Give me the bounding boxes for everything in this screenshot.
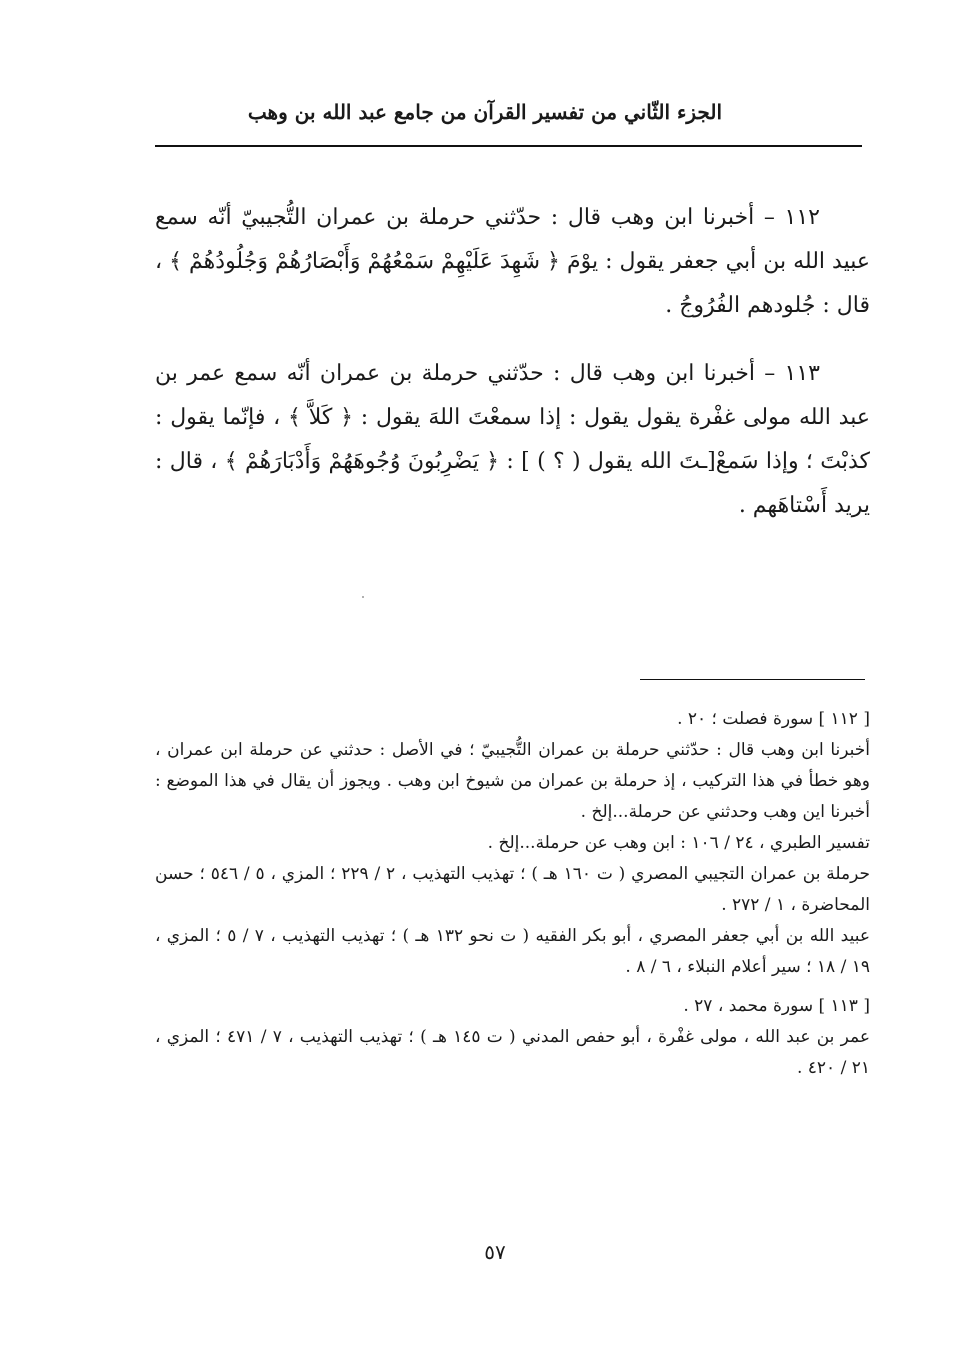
- footnote-line: أخبرنا ابن وهب قال : حدّثني حرملة بن عمران التُّجيبيّ ؛ في الأصل : حدثني عن حرملة ابن عمران ، وهو خطأ في هذا التركيب ، إذ حرملة بن عمران من شيوخ ابن وهب . ويجوز أن يقال في هذا الموضع : أخبرنا اين وهب وحدثني عن حرملة...إلخ .: [155, 740, 870, 822]
- footnote-line: عبيد الله بن أبي جعفر المصري ، أبو بكر الفقيه ( ت نحو ١٣٢ هـ ) ؛ تهذيب التهذيب ، ٧ / ٥ ؛ المزي ، ١٩ / ١٨ ؛ سير أعلام النبلاء ، ٦ / ٨ .: [155, 926, 870, 977]
- footnote-line: عمر بن عبد الله ، مولى غفْرة ، أبو حفص المدني ( ت ١٤٥ هـ ) ؛ تهذيب التهذيب ، ٧ / ٤٧١ ؛ المزي ، ٢١ / ٤٢٠ .: [155, 1027, 870, 1078]
- page-number: ٥٧: [484, 1240, 506, 1264]
- footnote-line: حرملة بن عمران التجيبي المصري ( ت ١٦٠ هـ ) ؛ تهذيب التهذيب ، ٢ / ٢٢٩ ؛ المزي ، ٥ / ٥٤٦ ؛ حسن المحاضرة ، ١ / ٢٧٢ .: [155, 864, 870, 915]
- footnote-rule: [640, 679, 865, 680]
- footnote-line: [ ١١٣ ] سورة محمد ، ٢٧ .: [683, 996, 870, 1016]
- hadith-paragraph-112: ١١٢ – أخبرنا ابن وهب قال : حدّثني حرملة بن عمران التُّجيبيّ أنّه سمع عبيد الله بن أبي جعفر يقول : يوْمَ ﴿ شَهِدَ عَلَيْهِمْ سَمْعُهُمْ وَأَبْصَارُهُمْ وَجُلُودُهُمْ ﴾ ، قال : جُلودهم الفُرُوجُ .: [155, 205, 870, 318]
- footnotes: [155, 704, 870, 1092]
- footnote-line: [ ١١٢ ] سورة فصلت ؛ ٢٠ .: [677, 709, 870, 729]
- running-header: الجزء الثّاني من تفسير القرآن من جامع عبد الله بن وهب: [247, 100, 722, 124]
- scan-speck: [362, 596, 364, 598]
- hadith-paragraph-113: ١١٣ – أخبرنا ابن وهب قال : حدّثني حرملة بن عمران أنّه سمع عمر بن عبد الله مولى غفْرة يقول يقول : إذا سمعْتَ اللهَ يقول : ﴿ كَلاَّ ﴾ ، فإنّما يقول : كذبْتَ ؛ وإذا سَمعْ[ـتَ الله يقول ( ؟ ) ] : ﴿ يَضْرِبُونَ وُجُوهَهُمْ وَأَدْبَارَهُمْ ﴾ ، قال : يريد أَسْتاهَهم .: [155, 361, 870, 518]
- footnote-group-112: [155, 704, 870, 983]
- main-text: [155, 196, 870, 552]
- header-rule: [155, 145, 862, 147]
- footnote-group-113: [155, 991, 870, 1084]
- footnote-line: تفسير الطبري ، ٢٤ / ١٠٦ : ابن وهب عن حرملة...إلخ .: [487, 833, 870, 853]
